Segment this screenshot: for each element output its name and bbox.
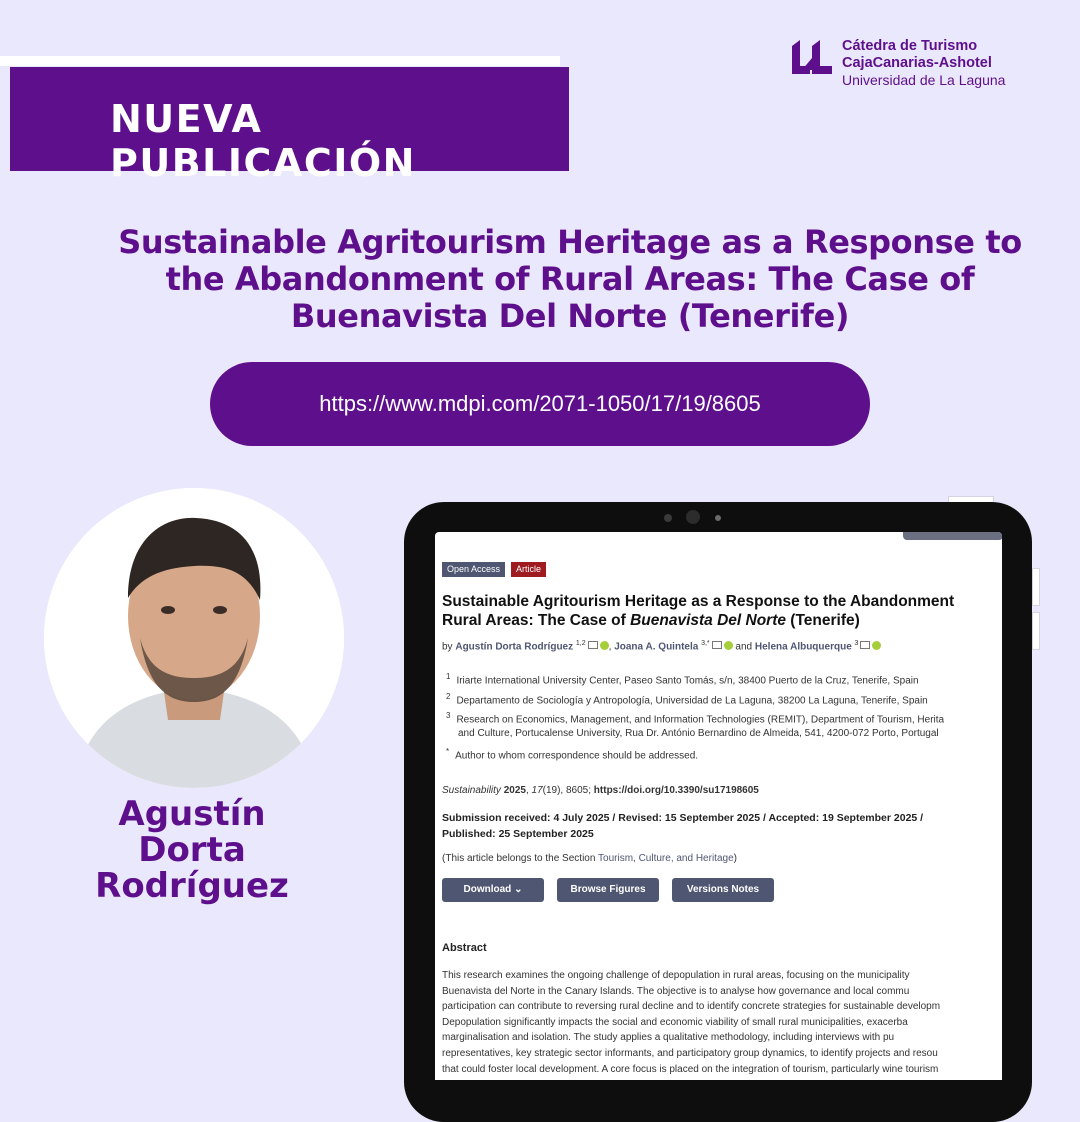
author-link[interactable]: Joana A. Quintela (614, 641, 699, 653)
affiliation-number: * (446, 747, 450, 756)
abstract-line: marginalisation and isolation. The study applies a qualitative methodology, including interviews with pu (442, 1032, 895, 1044)
citation-year: 2025 (503, 785, 526, 796)
logo-line-3: Universidad de La Laguna (842, 72, 1006, 88)
abstract-line: that could foster local development. A core focus is placed on the integration of tourism, particularly wine tourism (442, 1063, 939, 1075)
affiliation-number: 1 (446, 672, 451, 681)
article-citation: Sustainability 2025, 17(19), 8605; https://doi.org/10.3390/su17198605 (442, 785, 759, 796)
browse-figures-button[interactable]: Browse Figures (557, 878, 659, 902)
affiliation-item (458, 728, 939, 739)
abstract-line: participation can contribute to reversing rural decline and to identify concrete strategies for sustainable developm (442, 1001, 941, 1013)
affiliation-item (446, 672, 919, 686)
catedra-logo-icon (790, 40, 834, 76)
article-type-badge: Article (511, 562, 546, 577)
article-title-line-1: Sustainable Agritourism Heritage as a Response to the Abandonment (442, 593, 955, 610)
article-title-italic: Buenavista Del Norte (630, 612, 786, 629)
article-title-text: Rural Areas: The Case of (442, 612, 631, 629)
author-photo (44, 488, 344, 788)
publication-title-line: Sustainable Agritourism Heritage as a Response to (118, 223, 1022, 261)
affiliation-item (446, 692, 928, 706)
abstract-heading: Abstract (442, 942, 487, 954)
author-name-line: Dorta (138, 830, 246, 870)
publication-title (80, 224, 1060, 335)
affiliation-item (446, 711, 944, 725)
download-button[interactable] (442, 878, 544, 902)
catedra-logo (790, 38, 1050, 98)
article-title (442, 592, 1002, 630)
article-screen (435, 532, 1002, 1080)
citation-doi-link[interactable]: https://doi.org/10.3390/su17198605 (593, 785, 759, 796)
affiliation-text: Research on Economics, Management, and Information Technologies (REMIT), Department of Tourism, Herita (456, 714, 945, 726)
affiliation-text: Departamento de Sociología y Antropología, Universidad de La Laguna, 38200 La Laguna, Tenerife, Spain (456, 695, 928, 707)
publication-title-line: the Abandonment of Rural Areas: The Case of (165, 260, 975, 298)
versions-notes-button[interactable]: Versions Notes (672, 878, 774, 902)
authors-by: by (442, 641, 456, 653)
abstract-text (442, 968, 940, 1077)
article-top-tab[interactable] (903, 532, 1002, 540)
article-title-text: (Tenerife) (786, 612, 860, 629)
header-strip (0, 56, 560, 66)
affiliation-item (446, 747, 698, 761)
article-title-line-2 (442, 611, 1002, 630)
tablet-sensor-icon (664, 514, 672, 522)
logo-line-2: CajaCanarias-Ashotel (842, 55, 992, 71)
abstract-line: representatives, key strategic sector informants, and participatory group dynamics, to identify projects and resou (442, 1047, 938, 1059)
email-icon[interactable] (588, 641, 598, 649)
author-name (40, 796, 344, 904)
author-affil-sup: 3 (854, 640, 859, 647)
tablet-camera-icon (686, 510, 700, 524)
banner-label: NUEVA PUBLICACIÓN (110, 97, 416, 185)
logo-line-1: Cátedra de Turismo (842, 38, 978, 54)
orcid-icon[interactable] (872, 641, 881, 650)
author-portrait-icon (44, 488, 344, 788)
citation-rest: (19), 8605; (542, 785, 594, 796)
section-link[interactable]: Tourism, Culture, and Heritage (598, 853, 734, 864)
citation-volume: 17 (531, 785, 543, 796)
authors-sep: , (608, 641, 615, 653)
email-icon[interactable] (860, 641, 870, 649)
authors-sep: and (732, 641, 755, 653)
author-name-line: Agustín (118, 794, 266, 834)
author-name-line: Rodríguez (95, 866, 289, 906)
tablet-side-button (1032, 612, 1040, 650)
abstract-line: This research examines the ongoing challenge of depopulation in rural areas, focusing on the municipality (442, 970, 910, 981)
affiliation-number: 2 (446, 692, 451, 701)
publication-title-line: Buenavista Del Norte (Tenerife) (290, 297, 850, 335)
tablet-side-button (1032, 568, 1040, 606)
section-suffix: ) (733, 853, 737, 864)
open-access-badge: Open Access (442, 562, 505, 577)
chevron-down-icon: ⌄ (514, 884, 523, 895)
publication-url-link[interactable]: https://www.mdpi.com/2071-1050/17/19/8605 (210, 362, 870, 446)
affiliation-text: Iriarte International University Center, Paseo Santo Tomás, s/n, 38400 Puerto de la Cruz, Tenerife, Spain (456, 675, 919, 687)
download-label: Download (463, 884, 512, 895)
affiliation-text: and Culture, Portucalense University, Rua Dr. António Bernardino de Almeida, 541, 4200-072 Porto, Portugal (458, 728, 939, 739)
tablet-light-icon (715, 515, 721, 521)
author-affil-sup: 3,* (701, 640, 710, 647)
author-link[interactable]: Helena Albuquerque (754, 641, 852, 653)
abstract-line: Depopulation significantly impacts the social and economic viability of small rural municipalities, exacerba (442, 1016, 908, 1028)
article-authors (442, 640, 881, 652)
affiliation-text: Author to whom correspondence should be addressed. (455, 750, 699, 762)
nueva-publicacion-banner (10, 67, 569, 185)
article-dates (442, 810, 1002, 842)
author-affil-sup: 1,2 (575, 640, 586, 647)
orcid-icon[interactable] (724, 641, 733, 650)
dates-line: Published: 25 September 2025 (442, 828, 594, 840)
abstract-line: Buenavista del Norte in the Canary Islands. The objective is to analyse how governance and local commu (442, 985, 910, 997)
section-prefix: (This article belongs to the Section (442, 853, 599, 864)
affiliation-number: 3 (446, 711, 451, 720)
author-link[interactable]: Agustín Dorta Rodríguez (455, 641, 574, 653)
email-icon[interactable] (712, 641, 722, 649)
dates-line: Submission received: 4 July 2025 / Revised: 15 September 2025 / Accepted: 19 September 2025 / (442, 812, 924, 824)
orcid-icon[interactable] (600, 641, 609, 650)
citation-journal: Sustainability (442, 785, 501, 796)
article-section (442, 853, 737, 864)
